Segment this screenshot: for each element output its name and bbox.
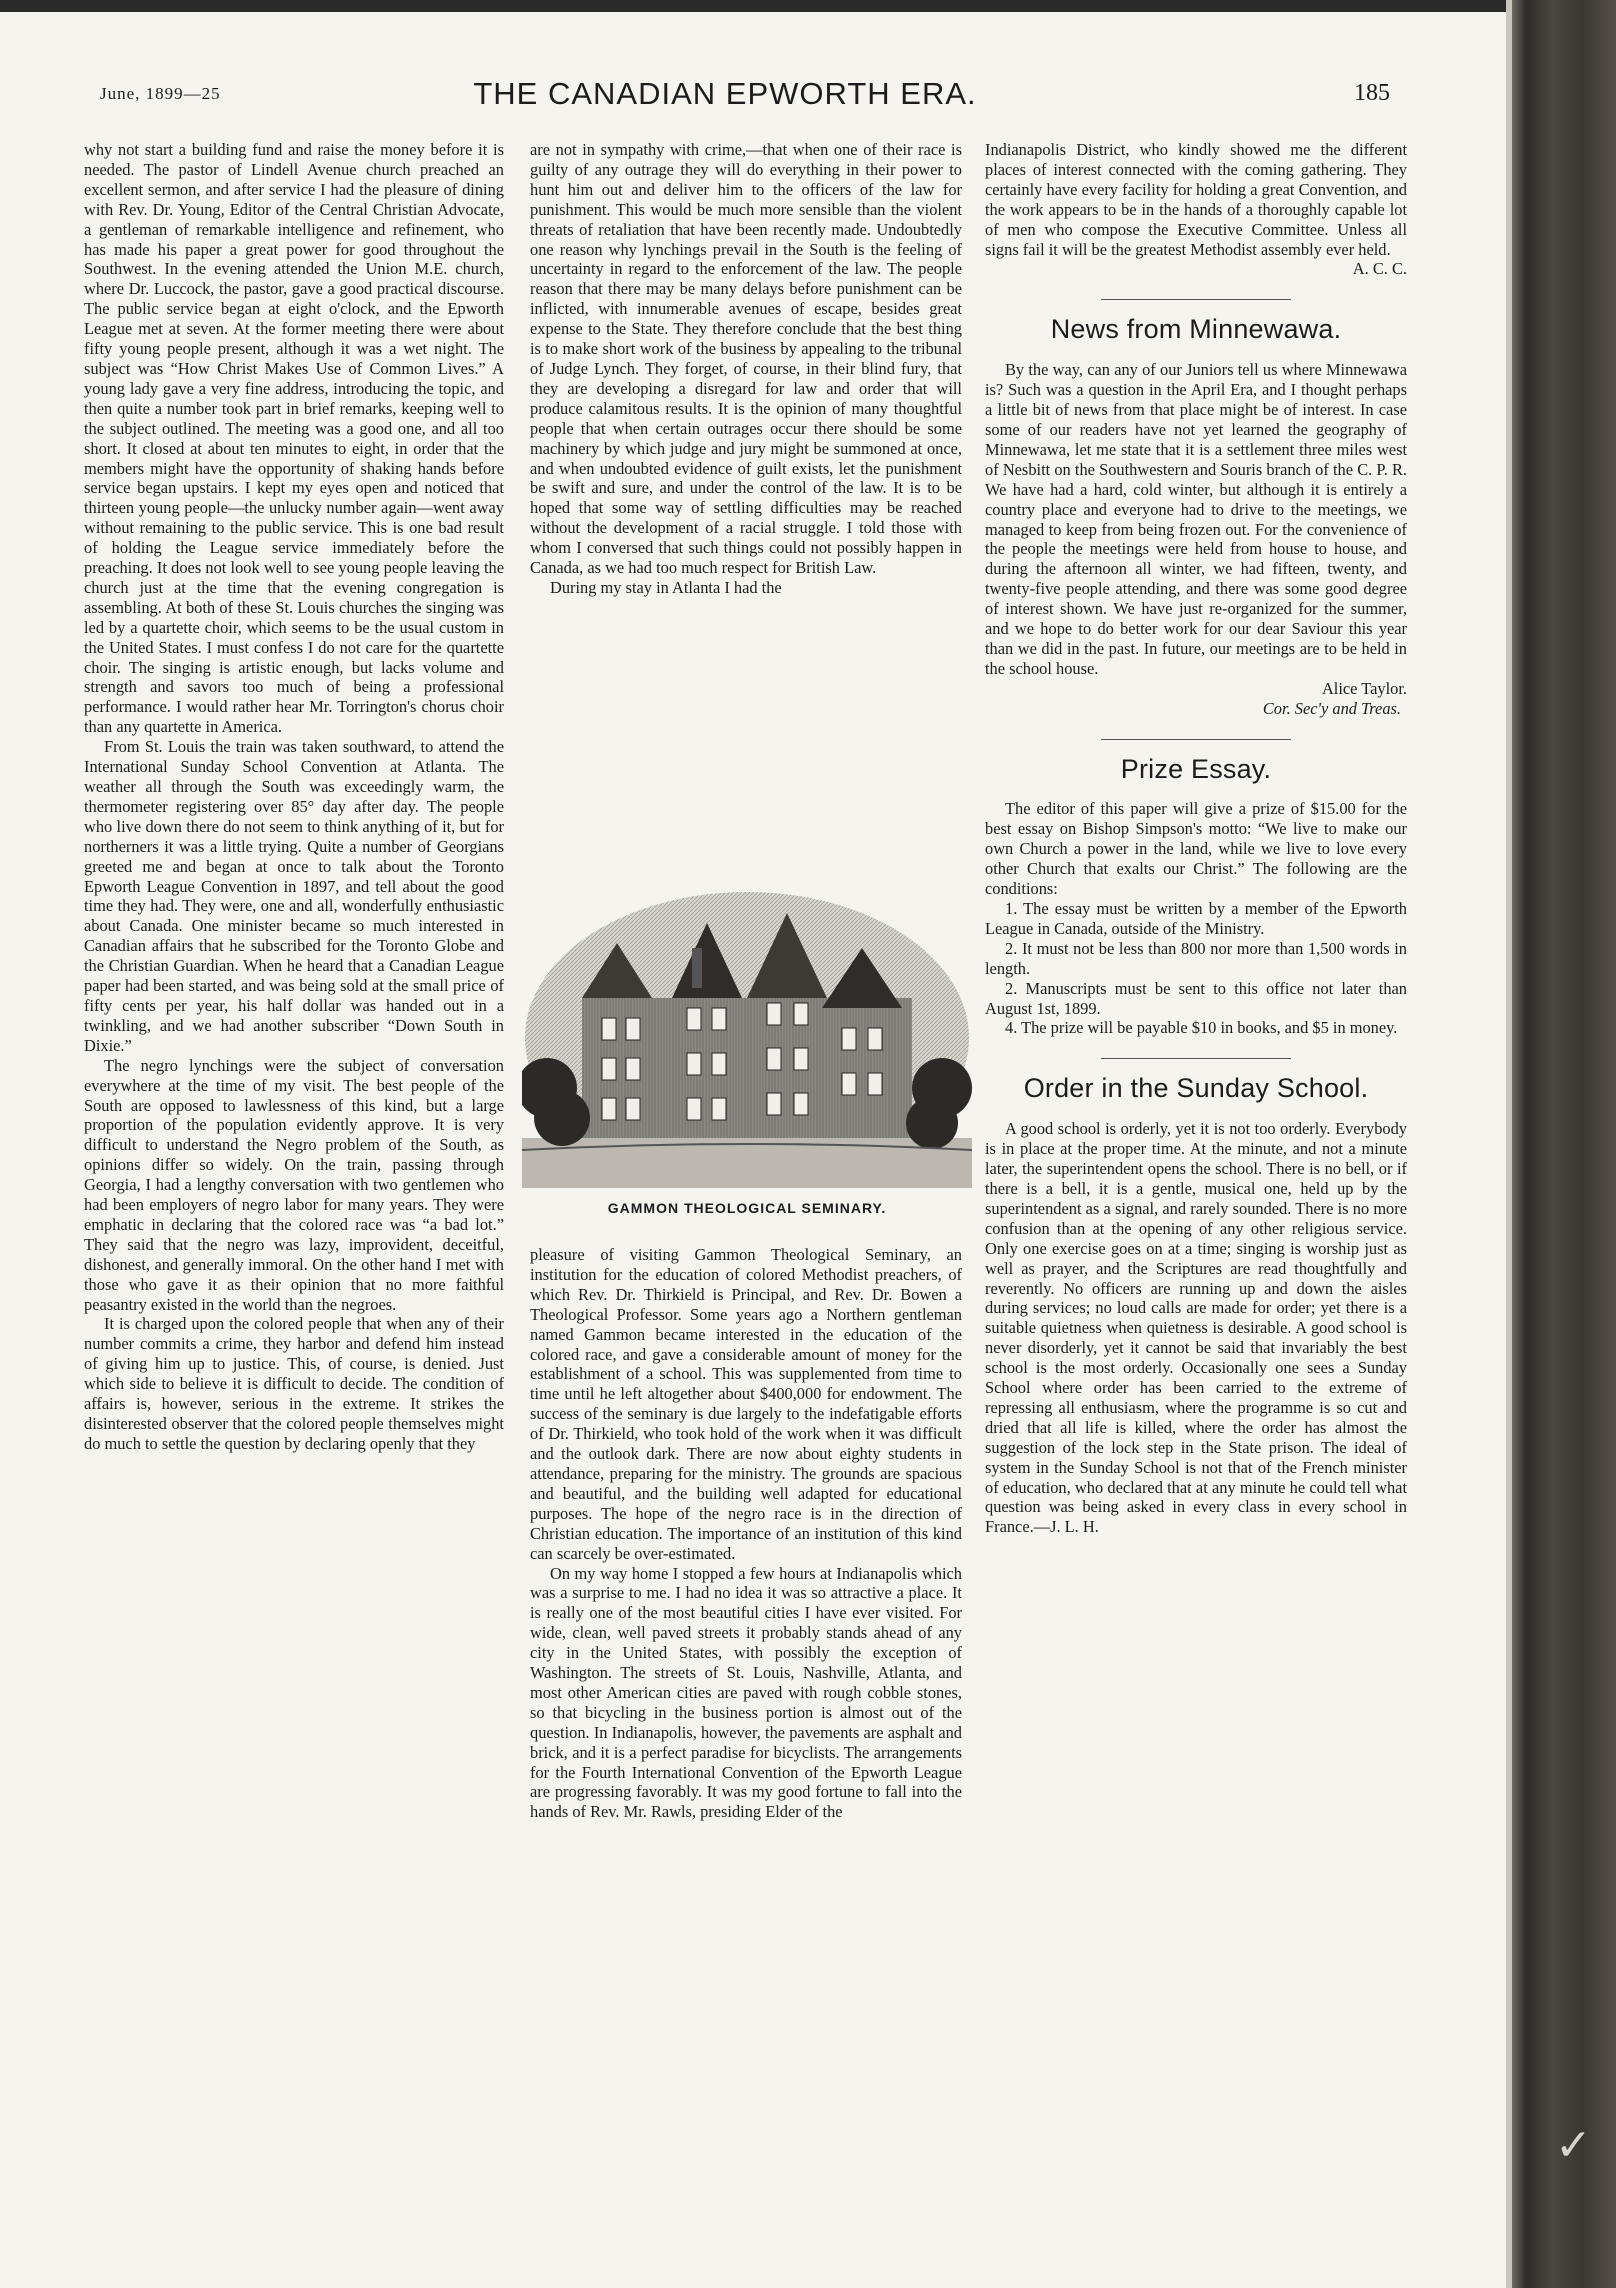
section-heading-minnewawa: News from Minnewawa. — [1050, 314, 1342, 345]
column-middle-top — [530, 140, 962, 875]
seminary-engraving — [522, 888, 972, 1188]
paragraph: From St. Louis the train was taken southward, to attend the International Sunday School Convention at Atlanta. The weather all through the South was exceedingly warm, the thermometer registering over 85° day after day. The people who live down there do not seem to think anything of it, but for northerners it was a little trying. Quite a number of Georgians greeted me and began at once to talk about the Toronto Epworth League Convention in 1897, and tell about the good time they had. They were, one and all, wonderfully enthusiastic about Canada. One minister became so much interested in Canadian affairs that he subscribed for the Toronto Globe and the Christian Guardian. When he heard that a Canadian League paper had been started, and was being sold at the small price of fifty cents per year, his half dollar was handed out in a twinkling, and we had another subscriber “Down South in Dixie.” — [84, 737, 504, 1055]
section-heading-order: Order in the Sunday School. — [1023, 1073, 1369, 1104]
condition-item: 2. It must not be less than 800 nor more than 1,500 words in length. — [985, 938, 1407, 978]
page-header — [60, 76, 1390, 116]
divider — [1101, 299, 1291, 300]
paragraph: On my way home I stopped a few hours at Indianapolis which was a surprise to me. I had no idea it was so attractive a place. It is really one of the most beautiful cities I have ever visited. For wide, clean, well paved streets it probably stands ahead of any city in the United States, with possibly the exception of Washington. The streets of St. Louis, Nashville, Atlanta, and most other American cities are paved with rough cobble stones, so that bicycling in the business portion is almost out of the question. In Indianapolis, however, the pavements are asphalt and brick, and it is a perfect paradise for bicyclists. The arrangements for the Fourth International Convention of the Epworth League are progressing favorably. It was my good fortune to fall into the hands of Rev. Mr. Rawls, presiding Elder of the — [530, 1563, 962, 1822]
signature: A. C. C. — [1352, 259, 1407, 279]
publication-title: THE CANADIAN EPWORTH ERA. — [473, 76, 977, 111]
section-heading-prize-essay: Prize Essay. — [1120, 753, 1272, 784]
column-left — [84, 140, 504, 1454]
paragraph: why not start a building fund and raise the money before it is needed. The pastor of Lindell Avenue church preached an excellent sermon, and after service I had the pleasure of dining with Rev. Dr. Young, Editor of the Central Christian Advocate, a gentleman of remarkable intelligence and refinement, who has made his paper a great power for good throughout the Southwest. In the evening attended the Union M.E. church, where Dr. Luccock, the pastor, gave a good practical discourse. The public service began at eight o'clock, and the Epworth League met at seven. At the former meeting there were about fifty young people present, although it was a wet night. The subject was “How Christ Makes Use of Common Lives.” A young lady gave a very fine address, introducing the topic, and then quite a number took part in brief remarks, keeping well to the subject outlined. The meeting was a good one, and all too short. It closed at about ten minutes to eight, in order that the members might have the opportunity of shaking hands before service began upstairs. I kept my eyes open and noticed that thirteen young people—the unlucky number again—went away without remaining to the public service. This is one bad result of holding the League service immediately before the preaching. It does not look well to see young people leaving the church just at the time that the evening congregation is assembling. At both of these St. Louis churches the singing was led by a quartette choir, which seems to be the usual custom in the United States. I must confess I do not care for the quartette choir. The singing is artistic enough, but lacks volume and strength and savors too much of being a professional performance. I would rather hear Mr. Torrington's chorus choir than any quartette in America. — [84, 140, 504, 737]
signature: Alice Taylor. — [1321, 678, 1407, 698]
book-binding — [1512, 0, 1616, 2288]
margin-mark: ✓ — [1555, 2121, 1592, 2170]
divider — [1101, 739, 1291, 740]
column-middle-bottom — [530, 1245, 962, 1822]
paragraph: are not in sympathy with crime,—that when one of their race is guilty of any outrage they will do everything in their power to hunt him out and deliver him to the officers of the law for punishment. This would be much more sensible than the violent threats of retaliation that have been recently made. Undoubtedly one reason why lynchings prevail in the South is the feeling of uncertainty in regard to the enforcement of the law. The people reason that there may be many delays before punishment can be inflicted, with innumerable avenues of escape, besides great expense to the State. They therefore conclude that the best thing is to make short work of the business by appealing to the tribunal of Judge Lynch. They forget, of course, in their blind fury, that they are developing a disregard for law and order that will produce calamitous results. It is the opinion of many thoughtful people that when certain outrages occur there should be some machinery by which judge and jury might be summoned at once, and when undoubted evidence of guilt exists, let the punishment be swift and sure, and under the control of the law. It is to be hoped that some way of settling difficulties may be reached without the development of a racial struggle. I told those with whom I conversed that such things could not possibly happen in Canada, as we had too much respect for British Law. — [530, 140, 962, 578]
paragraph: During my stay in Atlanta I had the — [550, 577, 782, 597]
signature-title: Cor. Sec'y and Treas. — [1262, 698, 1401, 718]
paragraph: The editor of this paper will give a prize of $15.00 for the best essay on Bishop Simpson's motto: “We live to make our own Church a power in the land, while we live to love every other Church that exalts our Christ.” The following are the conditions: — [985, 799, 1407, 899]
paragraph: pleasure of visiting Gammon Theological Seminary, an institution for the education of colored Methodist preachers, of which Rev. Dr. Thirkield is Principal, and Rev. Dr. Bowen a Theological Professor. Some years ago a Northern gentleman named Gammon became interested in the education of the colored race, and gave a considerable amount of money for the establishment of a school. This was supplemented from time to time until he left altogether about $400,000 for endowment. The success of the seminary is due largely to the indefatigable efforts of Dr. Thirkield, who took hold of the work when it was difficult and the outlook dark. There are now about eighty students in attendance, preparing for the ministry. The grounds are spacious and beautiful, and the building well adapted for educational purposes. The hope of the negro race is in the direction of Christian education. The importance of an institution of this kind can scarcely be over-estimated. — [530, 1245, 962, 1563]
paragraph: A good school is orderly, yet it is not too orderly. Everybody is in place at the proper time. At the minute, and not a minute later, the superintendent opens the school. There is no bell, or if there is a bell, it is a gentle, musical one, held up by the superintendent as a signal, and rarely sounded. There is no more confusion than at the opening of any other religious service. Only one exercise goes on at a time; singing is worship just as well as prayer, and the Scriptures are read thoughtfully and reverently. No officers are running up and down the aisles during services; no loud calls are made for order; yet there is a suitable quietness when quietness is desirable. A good school is never disorderly, yet it cannot be said that invariably the best school is the most orderly. Occasionally one sees a Sunday School where order has been carried to the extreme of repressing all enthusiasm, where the programme is so cut and dried that all life is killed, where the order has almost the suggestion of the lock step in the State prison. The ideal of system in the Sunday School is not that of the French minister of education, who declared that at any minute he could tell what question was being asked in every class in every school in France.—J. L. H. — [985, 1119, 1407, 1537]
scan-top-border — [0, 0, 1512, 12]
page-number: 185 — [1354, 80, 1390, 106]
paragraph: Indianapolis District, who kindly showed me the different places of interest connected with the coming gathering. They certainly have every facility for holding a great Convention, and the work appears to be in the hands of a thoroughly capable lot of men who compose the Executive Committee. Unless all signs fail it will be the greatest Methodist assembly ever held. — [985, 140, 1407, 259]
figure-caption: GAMMON THEOLOGICAL SEMINARY. — [607, 1200, 887, 1216]
condition-item: 4. The prize will be payable $10 in books, and $5 in money. — [1005, 1018, 1398, 1038]
condition-item: 1. The essay must be written by a member of the Epworth League in Canada, outside of the Ministry. — [985, 899, 1407, 938]
issue-date: June, 1899—25 — [100, 84, 221, 103]
paragraph: By the way, can any of our Juniors tell us where Minnewawa is? Such was a question in the April Era, and I thought perhaps a little bit of news from that place might be of interest. In case some of our readers have not yet learned the geography of Minnewawa, let me state that it is a settlement three miles west of Nesbitt on the Southwestern and Souris branch of the C. P. R. We have had a hard, cold winter, but although it is entirely a country place and everyone had to drive to the meetings, we managed to keep from being frozen out. For the convenience of the people the meetings were held from house to house, and during the afternoon all winter, we had fifteen, twenty, and twenty-five people attending, and there was some good degree of interest shown. We have just re-organized for the summer, and we hope to do better work for our dear Saviour this year than we did in the past. In future, our meetings are to be held in the school house. — [985, 360, 1407, 678]
paragraph: It is charged upon the colored people that when any of their number commits a crime, they harbor and defend him instead of giving him up to justice. This, of course, is denied. Just which side to believe it is difficult to decide. The condition of affairs is, however, serious in the extreme. It strikes the disinterested observer that the colored people themselves might do much to settle the question by declaring openly that they — [84, 1314, 504, 1453]
divider — [1101, 1058, 1291, 1059]
condition-item: 2. Manuscripts must be sent to this office not later than August 1st, 1899. — [985, 978, 1407, 1018]
paragraph: The negro lynchings were the subject of conversation everywhere at the time of my visit. The best people of the South are opposed to lawlessness of this kind, but a large proportion of the population evidently approve. It is very difficult to understand the Negro problem of the South, as opinions differ so widely. On the train, passing through Georgia, I had a lengthy conversation with two gentlemen who had been employers of negro labor for many years. They were emphatic in declaring that the colored race was “a bad lot.” They said that the negro was lazy, improvident, deceitful, dishonest, and generally immoral. On the other hand I met with those who gave it as their opinion that no more faithful peasantry existed in the world than the negroes. — [84, 1055, 504, 1314]
column-right — [985, 140, 1407, 1537]
